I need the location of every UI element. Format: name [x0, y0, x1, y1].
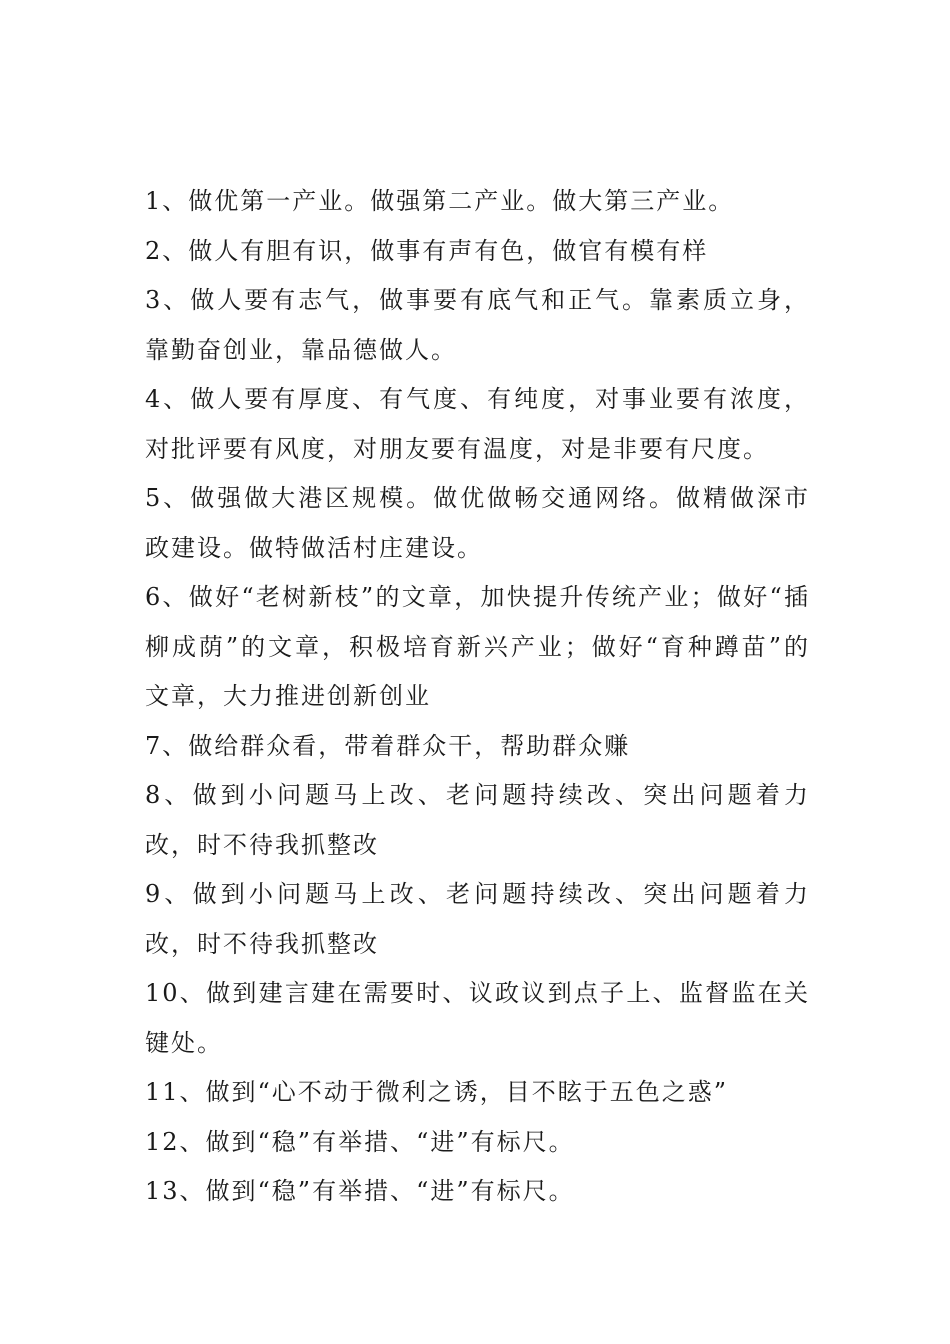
list-item: 7、做给群众看，带着群众干，帮助群众赚 [145, 731, 631, 760]
list-item: 2、做人有胆有识，做事有声有色，做官有模有样 [145, 236, 709, 265]
list-item: 5、做强做大港区规模。做优做畅交通网络。做精做深市政建设。做特做活村庄建设。 [145, 484, 810, 562]
list-item: 1、做优第一产业。做强第二产业。做大第三产业。 [145, 187, 735, 215]
list-item: 12、做到“稳”有举措、“进”有标尺。 [145, 1127, 575, 1156]
list-item: 10、做到建言建在需要时、议政议到点子上、监督监在关键处。 [145, 979, 810, 1057]
list-item: 4、做人要有厚度、有气度、有纯度，对事业要有浓度，对批评要有风度，对朋友要有温度，对是非要有尺度。 [145, 385, 810, 463]
document-body [145, 177, 810, 1217]
list-item: 3、做人要有志气，做事要有底气和正气。靠素质立身，靠勤奋创业，靠品德做人。 [145, 286, 810, 364]
list-item: 8、做到小问题马上改、老问题持续改、突出问题着力改，时不待我抓整改 [145, 781, 810, 859]
list-item: 13、做到“稳”有举措、“进”有标尺。 [145, 1177, 575, 1205]
list-item: 9、做到小问题马上改、老问题持续改、突出问题着力改，时不待我抓整改 [145, 880, 810, 958]
list-item: 11、做到“心不动于微利之诱，目不眩于五色之惑” [145, 1078, 729, 1106]
list-item: 6、做好“老树新枝”的文章，加快提升传统产业；做好“插柳成荫”的文章，积极培育新兴产业；做好“育种蹲苗”的文章，大力推进创新创业 [145, 583, 810, 710]
